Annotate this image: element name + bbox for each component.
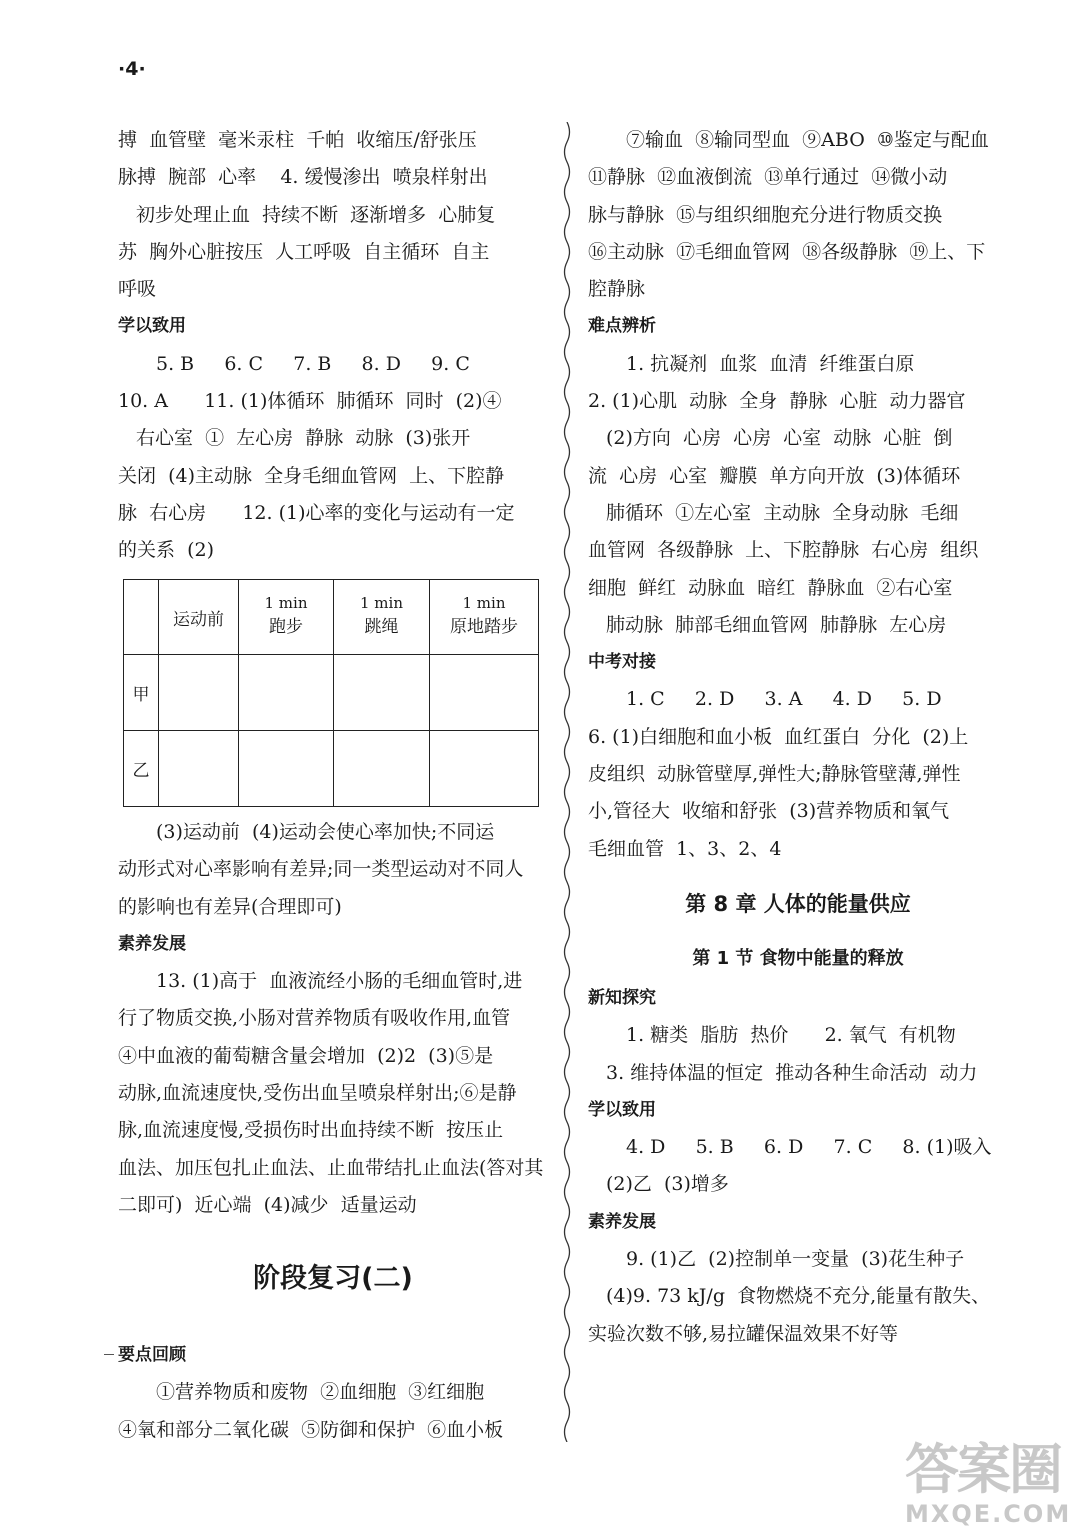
row-label: 甲 — [124, 655, 159, 731]
text-line: 搏 血管壁 毫米汞柱 千帕 收缩压/舒张压 — [118, 129, 477, 151]
watermark-url: MXQE.COM — [905, 1500, 1072, 1528]
watermark — [905, 1440, 1075, 1536]
text-line: 脉搏 腕部 心率 4. 缓慢渗出 喷泉样射出 — [118, 166, 488, 189]
right-column — [588, 122, 1008, 868]
table-row — [124, 655, 539, 731]
answer-line: 脉,血流速度慢,受损伤时出血持续不断 按压止 — [118, 1119, 504, 1142]
left-column — [118, 122, 548, 570]
answer-line: 肺循环 ①左心室 主动脉 全身动脉 毛细 — [606, 501, 959, 524]
left-column-lower — [118, 814, 548, 1224]
answer-line: 血管网 各级静脉 上、下腔静脉 右心房 组织 — [588, 539, 979, 562]
left-column-review — [118, 1337, 548, 1449]
answer-line: 脉与静脉 ⑮与组织细胞充分进行物质交换 — [588, 203, 943, 226]
table-corner-cell — [124, 580, 159, 655]
answer-line: 1. 糖类 脂肪 热价 2. 氧气 有机物 — [626, 1024, 956, 1047]
answer-line: 皮组织 动脉管壁厚,弹性大;静脉管壁薄,弹性 — [588, 763, 961, 786]
answer-line: 动脉,血流速度快,受伤出血呈喷泉样射出;⑥是静 — [118, 1082, 517, 1105]
section-heading: 要点回顾 — [118, 1345, 186, 1365]
answer-line: ⑯主动脉 ⑰毛细血管网 ⑱各级静脉 ⑲上、下 — [588, 240, 986, 263]
section-heading: 素养发展 — [118, 933, 186, 954]
answer-line: 9. (1)乙 (2)控制单一变量 (3)花生种子 — [626, 1248, 965, 1271]
answer-line: 1. 抗凝剂 血浆 血清 纤维蛋白原 — [626, 352, 915, 375]
table-header-cell — [430, 580, 539, 655]
answer-line: 肺动脉 肺部毛细血管网 肺静脉 左心房 — [606, 613, 947, 636]
review-title: 阶段复习(二) — [253, 1263, 413, 1294]
answer-line: 的关系 (2) — [118, 539, 214, 562]
table-row — [124, 731, 539, 807]
answer-line: 4. D 5. B 6. D 7. C 8. (1)吸入 — [626, 1136, 992, 1159]
answer-line: 6. (1)白细胞和血小板 血红蛋白 分化 (2)上 — [588, 725, 969, 748]
answer-line: 2. (1)心肌 动脉 全身 静脉 心脏 动力器官 — [588, 390, 966, 413]
answer-line: ④中血液的葡萄糖含量会增加 (2)2 (3)⑤是 — [118, 1044, 494, 1067]
answer-line: 流 心房 心室 瓣膜 单方向开放 (3)体循环 — [588, 464, 961, 487]
header-activity: 跳绳 — [364, 617, 399, 637]
table-cell — [159, 655, 239, 731]
table-cell — [334, 731, 430, 807]
table-cell — [430, 731, 539, 807]
header-duration: 1 min — [264, 594, 308, 612]
answer-line: 10. A 11. (1)体循环 肺循环 同时 (2)④ — [118, 390, 502, 413]
section-heading: 学以致用 — [588, 1099, 656, 1120]
answer-line: ①营养物质和废物 ②血细胞 ③红细胞 — [156, 1381, 485, 1404]
row-label: 乙 — [124, 731, 159, 807]
answer-line: 细胞 鲜红 动脉血 暗红 静脉血 ②右心室 — [588, 576, 953, 599]
section-title: 第 1 节 食物中能量的释放 — [692, 948, 904, 969]
answer-line: 5. B 6. C 7. B 8. D 9. C — [156, 352, 470, 375]
table-header-cell — [334, 580, 430, 655]
answer-line: 1. C 2. D 3. A 4. D 5. D — [626, 688, 942, 711]
answer-line: 关闭 (4)主动脉 全身毛细血管网 上、下腔静 — [118, 464, 505, 487]
answer-line: 动形式对心率影响有差异;同一类型运动对不同人 — [118, 858, 524, 881]
answer-line: (2)方向 心房 心房 心室 动脉 心脏 倒 — [606, 427, 953, 450]
heart-rate-table — [123, 579, 539, 807]
answer-line: ⑪静脉 ⑫血液倒流 ⑬单行通过 ⑭微小动 — [588, 166, 948, 189]
table-cell — [159, 731, 239, 807]
text-line: 呼吸 — [118, 278, 157, 301]
answer-line: (4)9. 73 kJ/g 食物燃烧不充分,能量有散失、 — [606, 1285, 991, 1308]
answer-line: 血法、加压包扎止血法、止血带结扎止血法(答对其 — [118, 1156, 544, 1179]
table-cell — [239, 655, 334, 731]
table-header-cell: 运动前 — [159, 580, 239, 655]
answer-line: (2)乙 (3)增多 — [606, 1173, 729, 1196]
section-heading: 素养发展 — [588, 1211, 656, 1232]
answer-line: 二即可) 近心端 (4)减少 适量运动 — [118, 1193, 417, 1216]
answer-line: 3. 维持体温的恒定 推动各种生命活动 动力 — [606, 1061, 978, 1084]
answer-line: ⑦输血 ⑧输同型血 ⑨ABO ⑩鉴定与配血 — [626, 129, 989, 151]
header-duration: 1 min — [360, 594, 403, 612]
answer-line: (3)运动前 (4)运动会使心率加快;不同运 — [156, 821, 495, 843]
answer-line: 小,管径大 收缩和舒张 (3)营养物质和氧气 — [588, 800, 950, 823]
watermark-logo: 答案圈 — [905, 1438, 1061, 1501]
section-heading: 中考对接 — [588, 652, 656, 673]
answer-line: 腔静脉 — [588, 278, 646, 301]
text-line: 苏 胸外心脏按压 人工呼吸 自主循环 自主 — [118, 240, 490, 263]
page-number: ·4· — [118, 58, 146, 80]
answer-line: 右心室 ① 左心房 静脉 动脉 (3)张开 — [136, 427, 471, 450]
column-divider — [560, 122, 574, 1442]
table-cell — [334, 655, 430, 731]
answer-line: 行了物质交换,小肠对营养物质有吸收作用,血管 — [118, 1007, 511, 1030]
answer-line: 脉 右心房 12. (1)心率的变化与运动有一定 — [118, 501, 515, 524]
section-heading: 学以致用 — [118, 316, 186, 337]
header-activity: 跑步 — [269, 617, 303, 637]
chapter-title: 第 8 章 人体的能量供应 — [685, 892, 911, 916]
table-header-row — [124, 580, 539, 655]
section-heading: 新知探究 — [588, 988, 656, 1008]
text-line: 初步处理止血 持续不断 逐渐增多 心肺复 — [136, 203, 496, 226]
answer-line: 13. (1)高于 血液流经小肠的毛细血管时,进 — [156, 970, 523, 993]
header-activity: 原地踏步 — [450, 617, 518, 637]
answer-line: ④氧和部分二氧化碳 ⑤防御和保护 ⑥血小板 — [118, 1418, 504, 1441]
header-duration: 1 min — [462, 594, 506, 612]
table-header-cell — [239, 580, 334, 655]
answer-line: 的影响也有差异(合理即可) — [118, 895, 342, 918]
answer-line: 毛细血管 1、3、2、4 — [588, 837, 782, 860]
table-cell — [239, 731, 334, 807]
table-cell — [430, 655, 539, 731]
margin-rule — [104, 1354, 114, 1355]
section-heading: 难点辨析 — [588, 316, 656, 337]
answer-line: 实验次数不够,易拉罐保温效果不好等 — [588, 1322, 899, 1345]
right-column-lower — [588, 980, 1008, 1353]
